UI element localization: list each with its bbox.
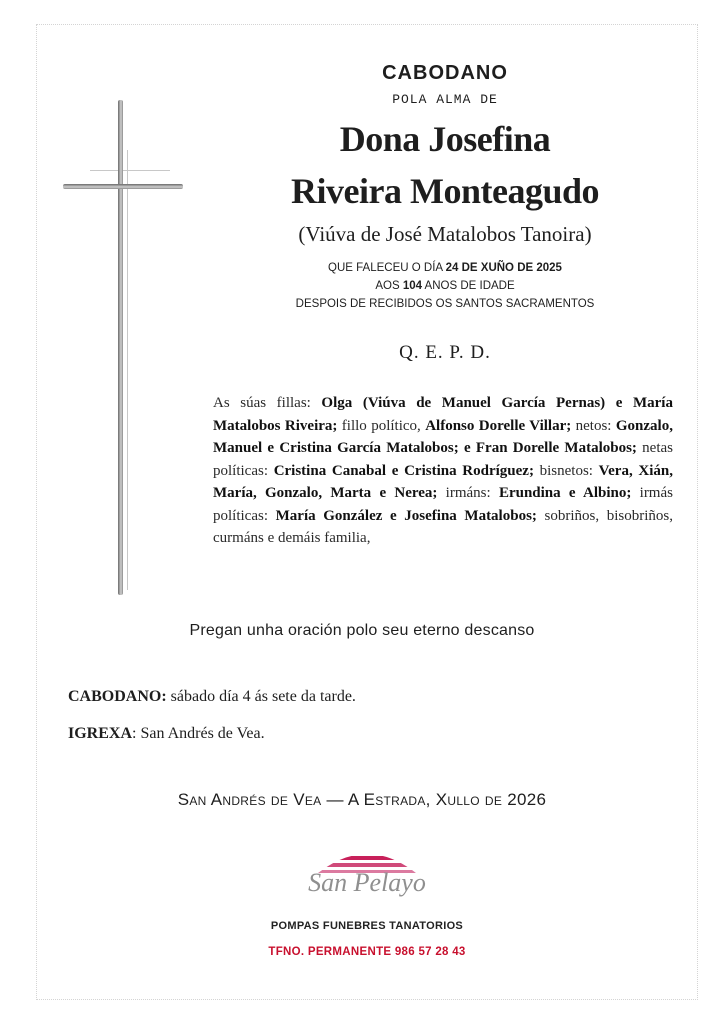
family-segment: fillo político,	[337, 417, 426, 434]
family-segment: María González e Josefina Matalobos;	[275, 507, 537, 524]
family-segment: bisnetos:	[533, 462, 599, 479]
family-segment: sobriños, bisobriños, curmáns e demáis familia,	[213, 507, 673, 546]
deceased-name-line2: Riveira Monteagudo	[291, 171, 599, 211]
event-igrexa-label: IGREXA	[68, 725, 133, 742]
family-segment: irmáns:	[437, 485, 499, 501]
family-segment: Olga (Viúva de Manuel García Pernas) e María Matalobos Riveira;	[213, 395, 673, 434]
place-date: San Andrés de Vea — A Estrada, Xullo de 2026	[177, 790, 547, 809]
family-segment: As súas fillas:	[213, 395, 322, 411]
event-cabodano-text: sábado día 4 ás sete da tarde.	[166, 688, 356, 705]
event-igrexa-text: : San Andrés de Vea.	[132, 725, 265, 742]
company-tagline: POMPAS FUNEBRES TANATORIOS	[270, 920, 464, 932]
event-igrexa	[68, 725, 265, 743]
death-date-line	[230, 262, 660, 274]
company-phone: TFNO. PERMANENTE 986 57 28 43	[268, 946, 466, 958]
family-segment: Cristina Canabal e Cristina Rodríguez;	[273, 462, 534, 479]
prayer-line: Pregan unha oración polo seu eterno descanso	[189, 622, 535, 639]
logo-text: San Pelayo	[308, 868, 426, 897]
widow-of: (Viúva de José Matalobos Tanoira)	[298, 222, 592, 246]
family-segment: Gonzalo, Manuel e Cristina García Matalobos; e Fran Dorelle Matalobos;	[213, 417, 673, 456]
notice-title: CABODANO	[382, 62, 508, 84]
event-cabodano-label: CABODANO:	[68, 688, 167, 705]
san-pelayo-logo	[292, 838, 442, 908]
notice-subtitle: POLA ALMA DE	[392, 92, 498, 107]
deceased-name-line1: Dona Josefina	[339, 119, 551, 159]
age-suffix: ANOS DE IDADE	[422, 280, 515, 292]
family-segment: Vera, Xián, María, Gonzalo, Marta e Nerea;	[213, 462, 673, 501]
cross-icon	[60, 100, 185, 600]
qepd: Q. E. P. D.	[399, 342, 491, 363]
family-segment: Erundina e Albino;	[498, 485, 632, 501]
family-paragraph	[213, 392, 673, 550]
age-prefix: AOS	[375, 280, 403, 292]
family-segment: irmás políticas:	[213, 485, 673, 524]
age-line	[230, 280, 660, 292]
family-segment: netas políticas:	[213, 440, 673, 479]
death-date: 24 DE XUÑO DE 2025	[445, 262, 562, 274]
family-segment: netos:	[571, 417, 616, 434]
event-cabodano	[68, 688, 356, 706]
age-value: 104	[402, 280, 422, 292]
family-segment: Alfonso Dorelle Villar;	[425, 417, 572, 434]
sacraments-line: DESPOIS DE RECIBIDOS OS SANTOS SACRAMENTOS	[295, 298, 595, 310]
death-date-prefix: QUE FALECEU O DÍA	[328, 262, 446, 274]
